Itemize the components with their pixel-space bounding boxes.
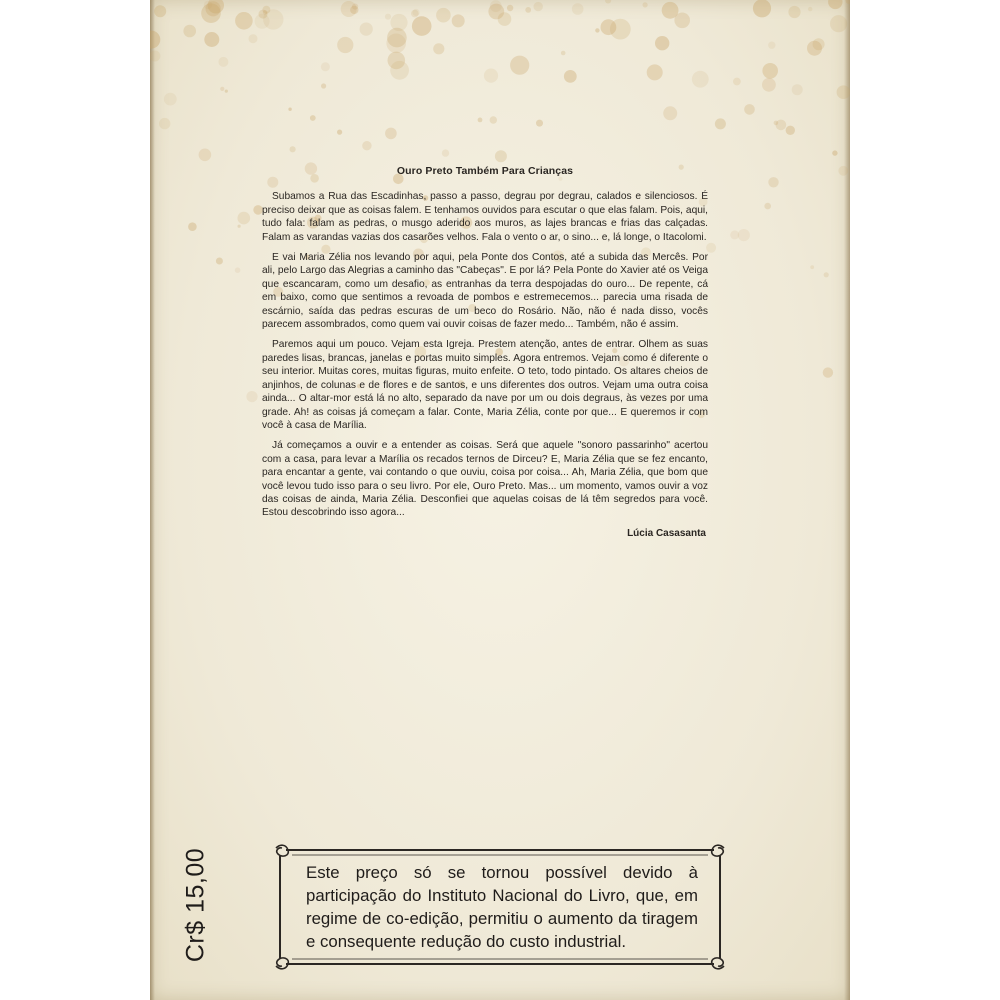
preface-text — [262, 165, 708, 540]
preface-title: Ouro Preto Também Para Crianças — [396, 165, 574, 177]
cover-right-edge — [844, 0, 850, 1000]
notice-text: Este preço só se tornou possível devido à participação do Instituto Nacional do Livro, que, em regime de co-edição, permitiu o aumento da tiragem e consequente redução do custo industrial. — [306, 863, 698, 951]
paragraph-3: Paremos aqui um pouco. Vejam esta Igreja. Prestem atenção, antes de entrar. Olhem as suas paredes lisas, brancas, janelas e portas muito simples. Agora entremos. Vejam como é diferente o seu interior. Muitas cores, muitas figuras, muito enfeite. O teto, todo pintado. Os altares cheios de anjinhos, de colunas e de flores e de santos, e uns diferentes dos outros. Vejam uma outra coisa ainda... O altar-mor está lá no alto, separado da nave por um ou dois degraus, às vezes por uma grade. Ah! as coisas já começam a falar. Conte, Maria Zélia, conte por que... E queremos ir com você à casa de Marília. — [262, 339, 708, 431]
paragraph-1: Subamos a Rua das Escadinhas, passo a passo, degrau por degrau, calados e silenciosos. É preciso deixar que as coisas falem. E tenhamos ouvidos para escutar o que elas falam. Pois, aqui, tudo fala: falam as pedras, o musgo aderido aos muros, as lajes brancas e frias das calçadas. Falam as varandas vazias dos casarões velhos. Fala o vento o ar, o sino... e, lá longe, o Itacolomi. — [262, 191, 708, 243]
cover-left-edge — [150, 0, 155, 1000]
paragraph-2: E vai Maria Zélia nos levando por aqui, pela Ponte dos Contos, até a subida das Mercês. Por ali, pelo Largo das Alegrias a caminho das "Cabeças". E por lá? Pela Ponte do Xavier até os Veiga que escancaram, como um desafio, as entranhas da terra despojadas do ouro... De repente, cá em baixo, como que sentimos a revoada de pombos e estremecemos... parecia uma risada de escárnio, saída das pedras escuras de um beco do Rosário. Não, não é nada disso, vocês parecem assombrados, como quem vai ouvir coisas de fazer medo... Também, não é assim. — [262, 252, 708, 331]
paragraph-4: Já começamos a ouvir e a entender as coisas. Será que aquele "sonoro passarinho" acertou com a casa, para levar a Marília os recados ternos de Dirceu? E, Maria Zélia que se fez encanto, para encantar a gente, vai contando o que ouviu, coisa por coisa... Ah, Maria Zélia, que bom que você levou tudo isso para o seu livro. Por ele, Ouro Preto. Mas... um momento, vamos ouvir a voz das coisas de ainda, Maria Zélia. Desconfiei que aquelas coisas de lá têm segredos para você. Estou descobrindo isso agora... — [262, 440, 708, 519]
co-edition-notice — [272, 842, 728, 972]
author-signature: Lúcia Casasanta — [627, 527, 706, 539]
price-text: Cr$ 15,00 — [181, 847, 210, 963]
